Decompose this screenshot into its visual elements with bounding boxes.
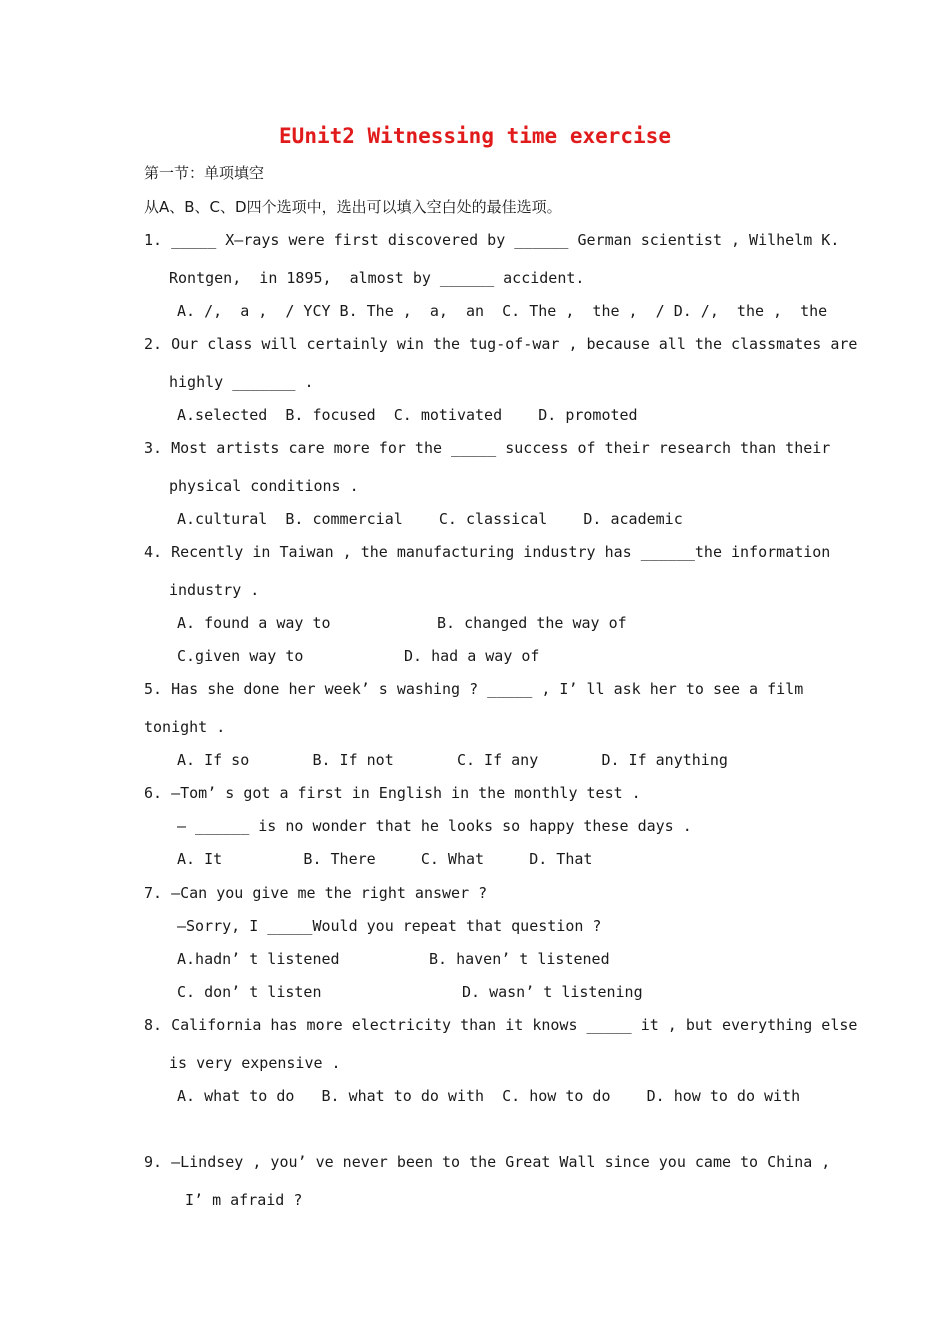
instruction-text: 从A、B、C、D四个选项中，选出可以填入空白处的最佳选项。 [144,198,562,216]
question-6-stem-line-1: 6. —Tom’ s got a first in English in the monthly test . [144,784,641,802]
question-1-options: A. /, a , / YCY B. The , a, an C. The , the , / D. /, the , the [177,302,828,320]
question-5-stem-line-2: tonight . [144,718,226,736]
question-5-options: A. If so B. If not C. If any D. If anything [177,751,728,769]
question-6-stem-line-2: — ______ is no wonder that he looks so happy these days . [177,817,692,835]
question-7-option-d: D. wasn’ t listening [462,983,643,1001]
question-7-option-b: B. haven’ t listened [429,950,610,968]
question-4-stem-line-2: industry . [169,581,260,599]
question-5-stem-line-1: 5. Has she done her week’ s washing ? _____ , I’ ll ask her to see a film [144,680,804,698]
question-8-stem-line-1: 8. California has more electricity than it knows _____ it , but everything else [144,1016,858,1034]
question-2-stem-line-1: 2. Our class will certainly win the tug-of-war , because all the classmates are [144,335,858,353]
question-1-stem-line-1: 1. _____ X—rays were first discovered by ______ German scientist , Wilhelm K. [144,231,840,249]
question-1-stem-line-2: Rontgen, in 1895, almost by ______ accident. [169,269,585,287]
question-3-stem-line-1: 3. Most artists care more for the _____ success of their research than their [144,439,831,457]
question-4-option-d: D. had a way of [404,647,540,665]
question-7-option-a: A.hadn’ t listened [177,950,340,968]
question-7-option-c: C. don’ t listen [177,983,322,1001]
question-9-stem-line-1: 9. —Lindsey , you’ ve never been to the Great Wall since you came to China , [144,1153,831,1171]
question-4-option-c: C.given way to [177,647,304,665]
question-3-options: A.cultural B. commercial C. classical D. academic [177,510,683,528]
question-8-options: A. what to do B. what to do with C. how to do D. how to do with [177,1087,801,1105]
question-4-stem-line-1: 4. Recently in Taiwan , the manufacturing industry has ______the information [144,543,831,561]
question-6-options: A. It B. There C. What D. That [177,850,593,868]
section-heading: 第一节：单项填空 [144,164,265,182]
question-2-options: A.selected B. focused C. motivated D. promoted [177,406,638,424]
document-title: EUnit2 Witnessing time exercise [279,124,671,148]
question-7-stem-line-2: —Sorry, I _____Would you repeat that question ? [177,917,602,935]
question-9-stem-line-2: I’ m afraid ? [185,1191,303,1209]
question-7-stem-line-1: 7. —Can you give me the right answer ? [144,884,488,902]
question-2-stem-line-2: highly _______ . [169,373,314,391]
question-8-stem-line-2: is very expensive . [169,1054,341,1072]
question-3-stem-line-2: physical conditions . [169,477,359,495]
question-4-option-a: A. found a way to [177,614,331,632]
question-4-option-b: B. changed the way of [437,614,627,632]
